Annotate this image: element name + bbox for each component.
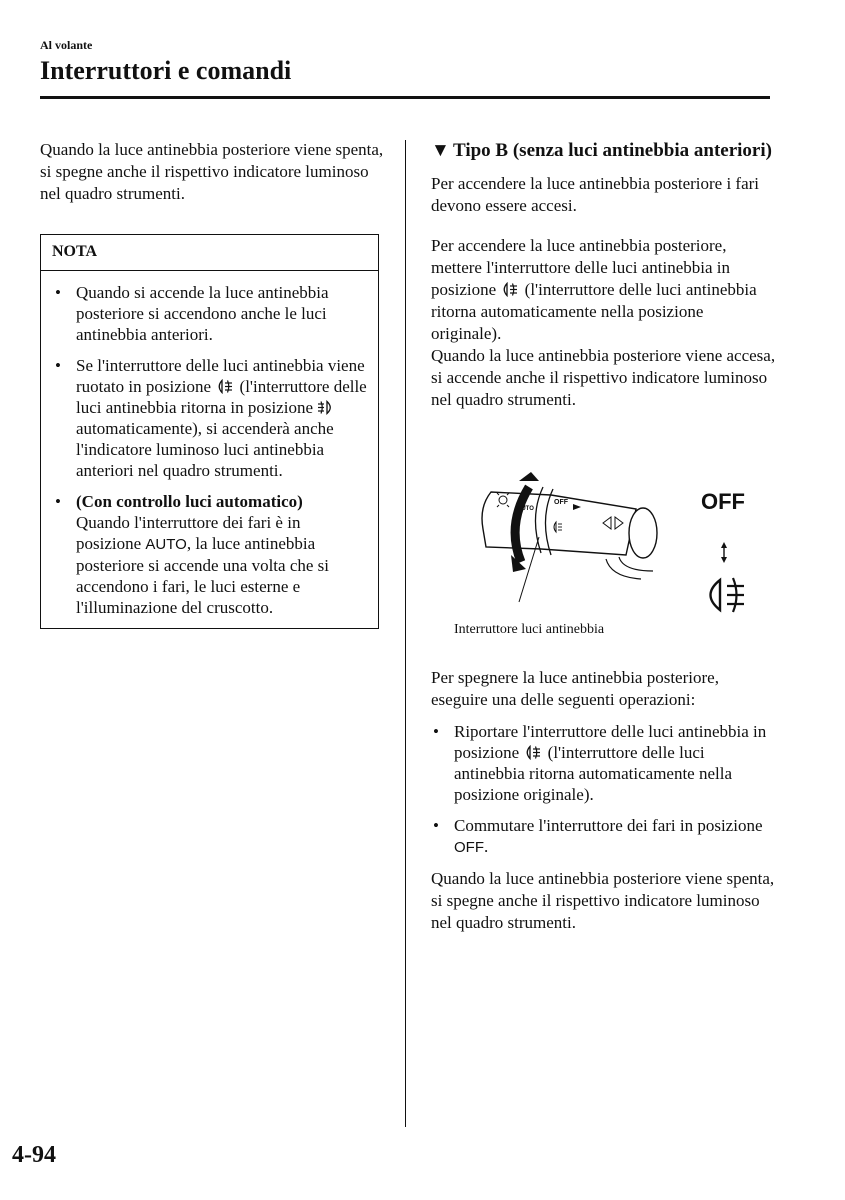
- list-item-bold: (Con controllo luci automatico): [76, 492, 303, 511]
- front-fog-icon: [317, 400, 335, 415]
- triangle-down-icon: ▼: [431, 140, 450, 161]
- list-item-text: , la luce antinebbia posteriore si accende una volta che si accendono i fari, le luci esterne e l'illuminazione del cruscotto.: [76, 534, 330, 617]
- list-item-text: Quando si accende la luce antinebbia posteriore si accendono anche le luci antinebbia anteriori.: [76, 283, 329, 344]
- right-column: [431, 139, 776, 934]
- list-item-text: Quando l'interruttore dei fari è in posizione: [76, 513, 301, 553]
- list-item-text: (l'interruttore delle luci antinebbia ritorna automaticamente nella posizione originale).: [454, 743, 733, 804]
- column-divider: [405, 140, 406, 1127]
- switch-off-mark: OFF: [554, 499, 568, 506]
- paragraph: Quando la luce antinebbia posteriore viene accesa, si accende anche il rispettivo indicatore luminoso nel quadro strumenti.: [431, 346, 776, 409]
- page-number: 4-94: [12, 1142, 56, 1168]
- paragraph: Per accendere la luce antinebbia posteriore i fari devono essere accesi.: [431, 174, 760, 215]
- list-item-text: automaticamente), si accenderà anche l'indicatore luminoso luci antinebbia anteriori nel quadro strumenti.: [76, 419, 334, 480]
- rear-fog-icon: [500, 282, 520, 297]
- off-position-label: OFF: [454, 839, 484, 856]
- nota-list: [41, 271, 378, 628]
- nota-title: NOTA: [41, 235, 378, 271]
- title-rule: [40, 96, 770, 99]
- off-steps-list: [431, 721, 776, 858]
- section-label: Al volante: [40, 38, 93, 52]
- auto-label: AUTO: [145, 536, 187, 553]
- bullet-icon: •: [433, 722, 439, 741]
- rear-fog-icon: [215, 379, 235, 394]
- paragraph: [431, 235, 776, 345]
- list-item: [53, 491, 368, 618]
- list-item: [53, 282, 368, 345]
- bullet-icon: •: [55, 492, 61, 511]
- bullet-icon: •: [55, 356, 61, 375]
- rear-fog-icon: [523, 745, 543, 760]
- paragraph-text: (l'interruttore delle luci antinebbia ritorna automaticamente nella posizione originale).: [431, 280, 757, 343]
- bullet-icon: •: [55, 283, 61, 302]
- fog-light-switch-diagram: [431, 467, 776, 667]
- left-column: [40, 139, 385, 629]
- intro-paragraph: Quando la luce antinebbia posteriore viene spenta, si spegne anche il rispettivo indicatore luminoso nel quadro strumenti.: [40, 140, 384, 203]
- list-item: [431, 815, 776, 858]
- list-item-text: Riportare l'interruttore delle luci antinebbia in posizione: [454, 722, 767, 762]
- stalk-illustration: [431, 467, 776, 617]
- nota-box: [40, 234, 379, 629]
- rear-fog-indicator-icon: [711, 578, 745, 612]
- diagram-caption: Interruttore luci antinebbia: [454, 622, 605, 637]
- list-item-text: Commutare l'interruttore dei fari in posizione: [454, 816, 763, 835]
- page-title: Interruttori e comandi: [40, 56, 292, 85]
- switch-auto-mark: AUTO: [517, 506, 534, 512]
- paragraph: Quando la luce antinebbia posteriore viene spenta, si spegne anche il rispettivo indicatore luminoso nel quadro strumenti.: [431, 869, 775, 932]
- list-item: [53, 355, 368, 481]
- list-item-text: .: [484, 837, 489, 856]
- list-item: [431, 721, 776, 805]
- bullet-icon: •: [433, 816, 439, 835]
- list-item-text: Se l'interruttore delle luci antinebbia viene ruotato in posizione: [76, 356, 365, 396]
- paragraph: Per spegnere la luce antinebbia posteriore, eseguire una delle seguenti operazioni:: [431, 668, 719, 709]
- list-item-text: (l'interruttore delle luci antinebbia ritorna in posizione: [76, 377, 367, 417]
- paragraph-text: Per accendere la luce antinebbia posteriore, mettere l'interruttore delle luci antinebbia in posizione: [431, 236, 731, 299]
- off-label: OFF: [701, 489, 745, 514]
- subsection-heading: [431, 139, 776, 163]
- subsection-heading-text: Tipo B (senza luci antinebbia anteriori): [453, 140, 772, 161]
